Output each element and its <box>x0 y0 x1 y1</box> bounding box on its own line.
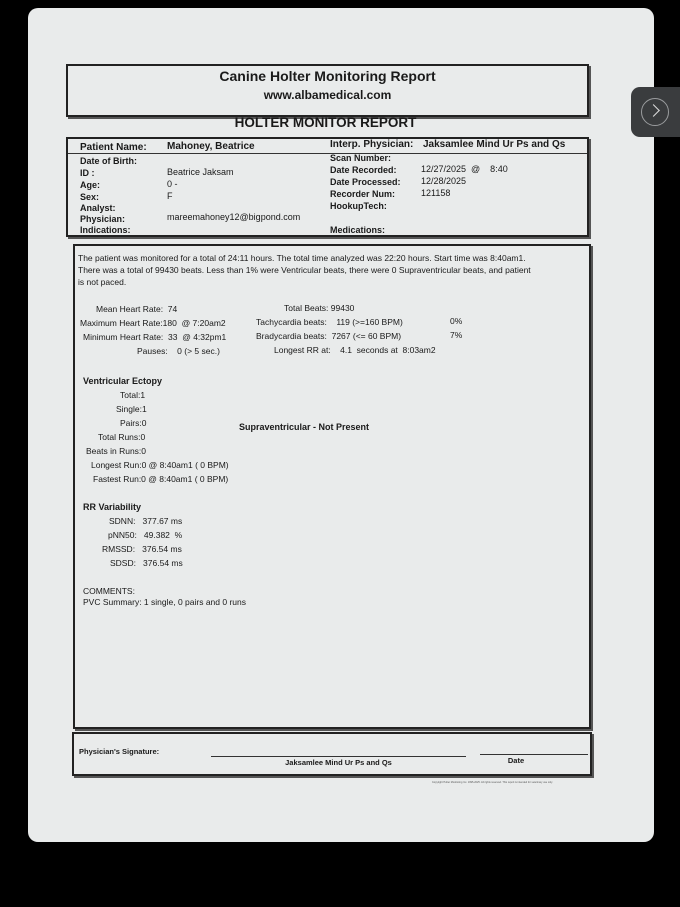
recorder-num-label: Recorder Num: <box>330 189 396 199</box>
rr-pnn50: pNN50: 49.382 % <box>108 530 183 540</box>
report-subtitle: HOLTER MONITOR REPORT <box>234 115 417 130</box>
ventricular-total: Total:1 <box>120 390 146 400</box>
id-label: ID : <box>80 168 95 178</box>
tachycardia-pct: 0% <box>450 316 463 326</box>
summary-line-3: is not paced. <box>78 277 127 287</box>
signature-label: Physician's Signature: <box>79 747 160 756</box>
signature-box <box>72 732 592 776</box>
comments-heading: COMMENTS: <box>83 586 135 596</box>
date-processed: 12/28/2025 <box>421 176 467 186</box>
recorder-num: 121158 <box>421 188 451 198</box>
website-link[interactable]: www.albamedical.com <box>263 88 392 102</box>
rr-sdnn: SDNN: 377.67 ms <box>109 516 183 526</box>
sex-label: Sex: <box>80 192 100 202</box>
signature-line <box>211 756 466 757</box>
ventricular-longest-run: Longest Run:0 @ 8:40am1 ( 0 BPM) <box>91 460 229 470</box>
date-line <box>480 754 588 755</box>
date-processed-label: Date Processed: <box>330 177 401 187</box>
bradycardia-beats: Bradycardia beats: 7267 (<= 60 BPM) <box>256 331 402 341</box>
ventricular-heading: Ventricular Ectopy <box>83 376 163 386</box>
supraventricular-status: Supraventricular - Not Present <box>239 422 370 432</box>
rr-variability-heading: RR Variability <box>83 502 142 512</box>
patient-info-box <box>66 137 589 237</box>
min-heart-rate: Minimum Heart Rate: 33 @ 4:32pm1 <box>83 332 227 342</box>
summary-line-2: There was a total of 99430 beats. Less than 1% were Ventricular beats, there were 0 Supraventricular beats, and patient <box>78 265 531 275</box>
ventricular-single: Single:1 <box>116 404 147 414</box>
patient-header-rule <box>68 153 587 154</box>
sex-value: F <box>167 191 173 201</box>
interp-physician: Jaksamlee Mind Ur Ps and Qs <box>423 139 566 150</box>
report-page <box>28 8 654 842</box>
chevron-right-icon <box>641 98 669 126</box>
comments-text: PVC Summary: 1 single, 0 pairs and 0 runs <box>83 597 246 607</box>
bradycardia-pct: 7% <box>450 330 463 340</box>
max-heart-rate: Maximum Heart Rate:180 @ 7:20am2 <box>80 318 226 328</box>
ventricular-beats-in-runs: Beats in Runs:0 <box>86 446 147 456</box>
age-label: Age: <box>80 180 100 190</box>
physician-label: Physician: <box>80 214 126 224</box>
tachycardia-beats: Tachycardia beats: 119 (>=160 BPM) <box>256 317 403 327</box>
next-page-button[interactable] <box>631 87 680 137</box>
hookup-tech-label: HookupTech: <box>330 201 387 211</box>
signature-physician-name: Jaksamlee Mind Ur Ps and Qs <box>285 758 392 767</box>
ventricular-fastest-run: Fastest Run:0 @ 8:40am1 ( 0 BPM) <box>93 474 229 484</box>
analyst-label: Analyst: <box>80 203 116 213</box>
indications-label: Indications: <box>80 225 131 235</box>
id-value: Beatrice Jaksam <box>167 167 234 177</box>
date-recorded: 12/27/2025 @ 8:40 <box>421 164 508 174</box>
medications-label: Medications: <box>330 225 386 235</box>
physician-email: mareemahoney12@bigpond.com <box>167 212 301 222</box>
total-beats: Total Beats: 99430 <box>284 303 355 313</box>
rr-sdsd: SDSD: 376.54 ms <box>110 558 183 568</box>
rr-rmssd: RMSSD: 376.54 ms <box>102 544 182 554</box>
pauses: Pauses: 0 (> 5 sec.) <box>137 346 220 356</box>
signature-date-label: Date <box>507 756 525 765</box>
report-body-box <box>73 244 591 729</box>
date-recorded-label: Date Recorded: <box>330 165 397 175</box>
longest-rr: Longest RR at: 4.1 seconds at 8:03am2 <box>274 345 436 355</box>
scan-number-label: Scan Number: <box>330 153 392 163</box>
age-value: 0 - <box>167 179 178 189</box>
mean-heart-rate: Mean Heart Rate: 74 <box>96 304 178 314</box>
ventricular-pairs: Pairs:0 <box>120 418 147 428</box>
patient-name: Mahoney, Beatrice <box>167 141 255 152</box>
summary-line-1: The patient was monitored for a total of 24:11 hours. The total time analyzed was 22:20 hours. Start time was 8:40am1. <box>78 253 526 263</box>
report-title: Canine Holter Monitoring Report <box>219 68 436 84</box>
ventricular-total-runs: Total Runs:0 <box>98 432 146 442</box>
footer-fineprint: Copyright Holter Monitoring Inc. 1995-2025. All rights reserved. This report is intended for veterinary use only. <box>432 781 553 784</box>
patient-name-label: Patient Name: <box>80 142 147 153</box>
title-box <box>66 64 589 117</box>
interp-physician-label: Interp. Physician: <box>330 139 414 150</box>
dob-label: Date of Birth: <box>80 156 137 166</box>
